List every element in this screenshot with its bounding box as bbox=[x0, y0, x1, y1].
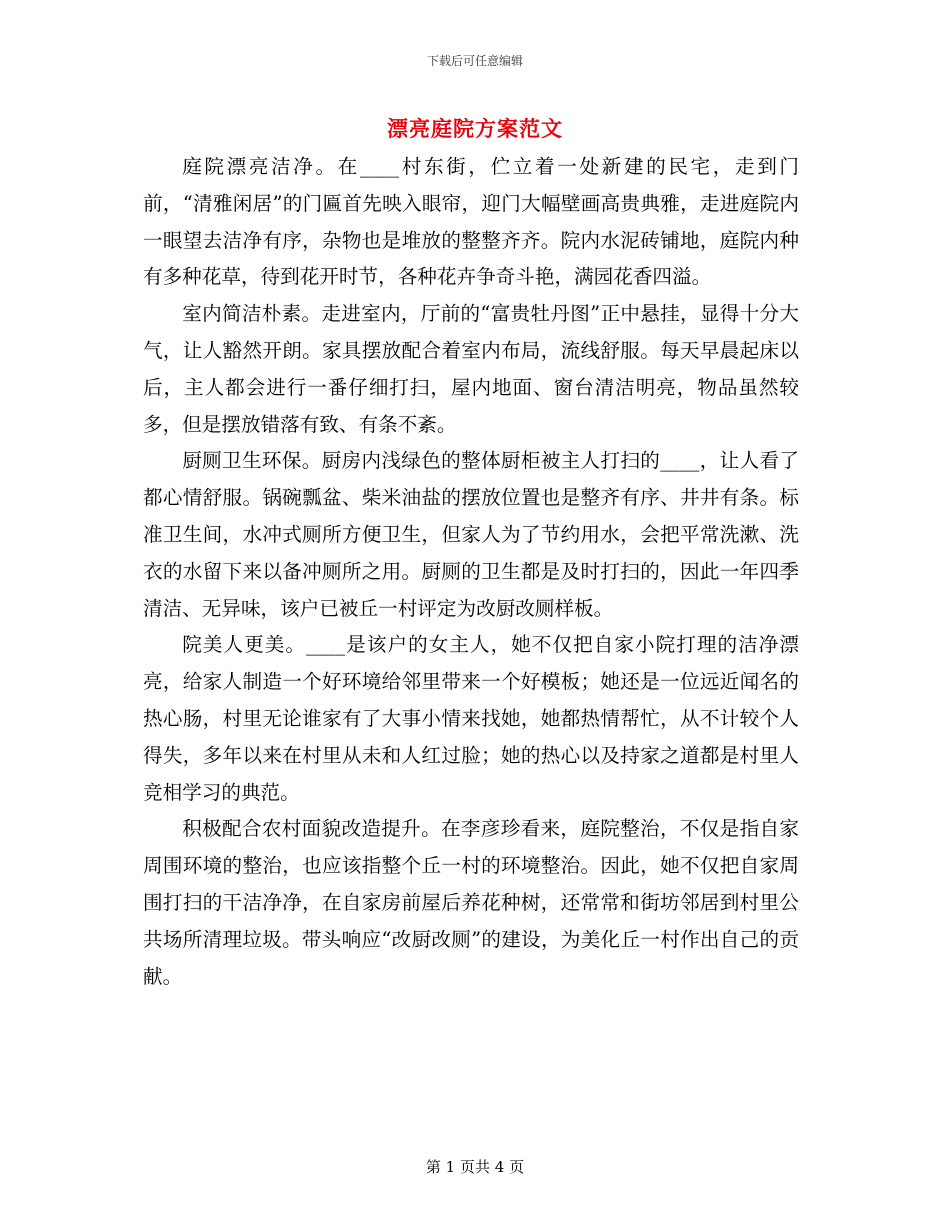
page-header: 下载后可任意编辑 bbox=[426, 54, 523, 68]
paragraph-hostess: 院美人更美。____是该户的女主人，她不仅把自家小院打理的洁净漂亮，给家人制造一个好环境给邻里带来一个好模板；她还是一位远近闻名的热心肠，村里无论谁家有了大事小情来找她，她都热情帮忙，从不计较个人得失，多年以来在村里从未和人红过脸；她的热心以及持家之道都是村里人竞相学习的典范。 bbox=[143, 633, 799, 804]
document-title: 漂亮庭院方案范文 bbox=[387, 116, 563, 141]
paragraph-interior: 室内简洁朴素。走进室内，厅前的“富贵牡丹图”正中悬挂，显得十分大气，让人豁然开朗。家具摆放配合着室内布局，流线舒服。每天早晨起床以后，主人都会进行一番仔细打扫，屋内地面、窗台清洁明亮，物品虽然较多，但是摆放错落有致、有条不紊。 bbox=[143, 302, 799, 436]
document-body bbox=[143, 149, 799, 995]
paragraph-kitchen-toilet: 厨厕卫生环保。厨房内浅绿色的整体厨柜被主人打扫的____，让人看了都心情舒服。锅碗瓢盆、柴米油盐的摆放位置也是整齐有序、井井有条。标准卫生间，水冲式厕所方便卫生，但家人为了节约用水，会把平常洗漱、洗衣的水留下来以备冲厕所之用。厨厕的卫生都是及时打扫的，因此一年四季清洁、无异味，该户已被丘一村评定为改厨改厕样板。 bbox=[143, 449, 799, 620]
paragraph-village-renovation: 积极配合农村面貌改造提升。在李彦珍看来，庭院整治，不仅是指自家周围环境的整治，也应该指整个丘一村的环境整治。因此，她不仅把自家周围打扫的干洁净净，在自家房前屋后养花种树，还常常和街坊邻居到村里公共场所清理垃圾。带头响应“改厨改厕”的建设，为美化丘一村作出自己的贡献。 bbox=[143, 817, 799, 988]
page-number: 第 1 页共 4 页 bbox=[425, 1158, 525, 1176]
paragraph-courtyard: 庭院漂亮洁净。在____村东街，伫立着一处新建的民宅，走到门前，“清雅闲居”的门匾首先映入眼帘，迎门大幅壁画高贵典雅，走进庭院内一眼望去洁净有序，杂物也是堆放的整整齐齐。院内水泥砖铺地，庭院内种有多种花草，待到花开时节，各种花卉争奇斗艳，满园花香四溢。 bbox=[143, 155, 799, 289]
